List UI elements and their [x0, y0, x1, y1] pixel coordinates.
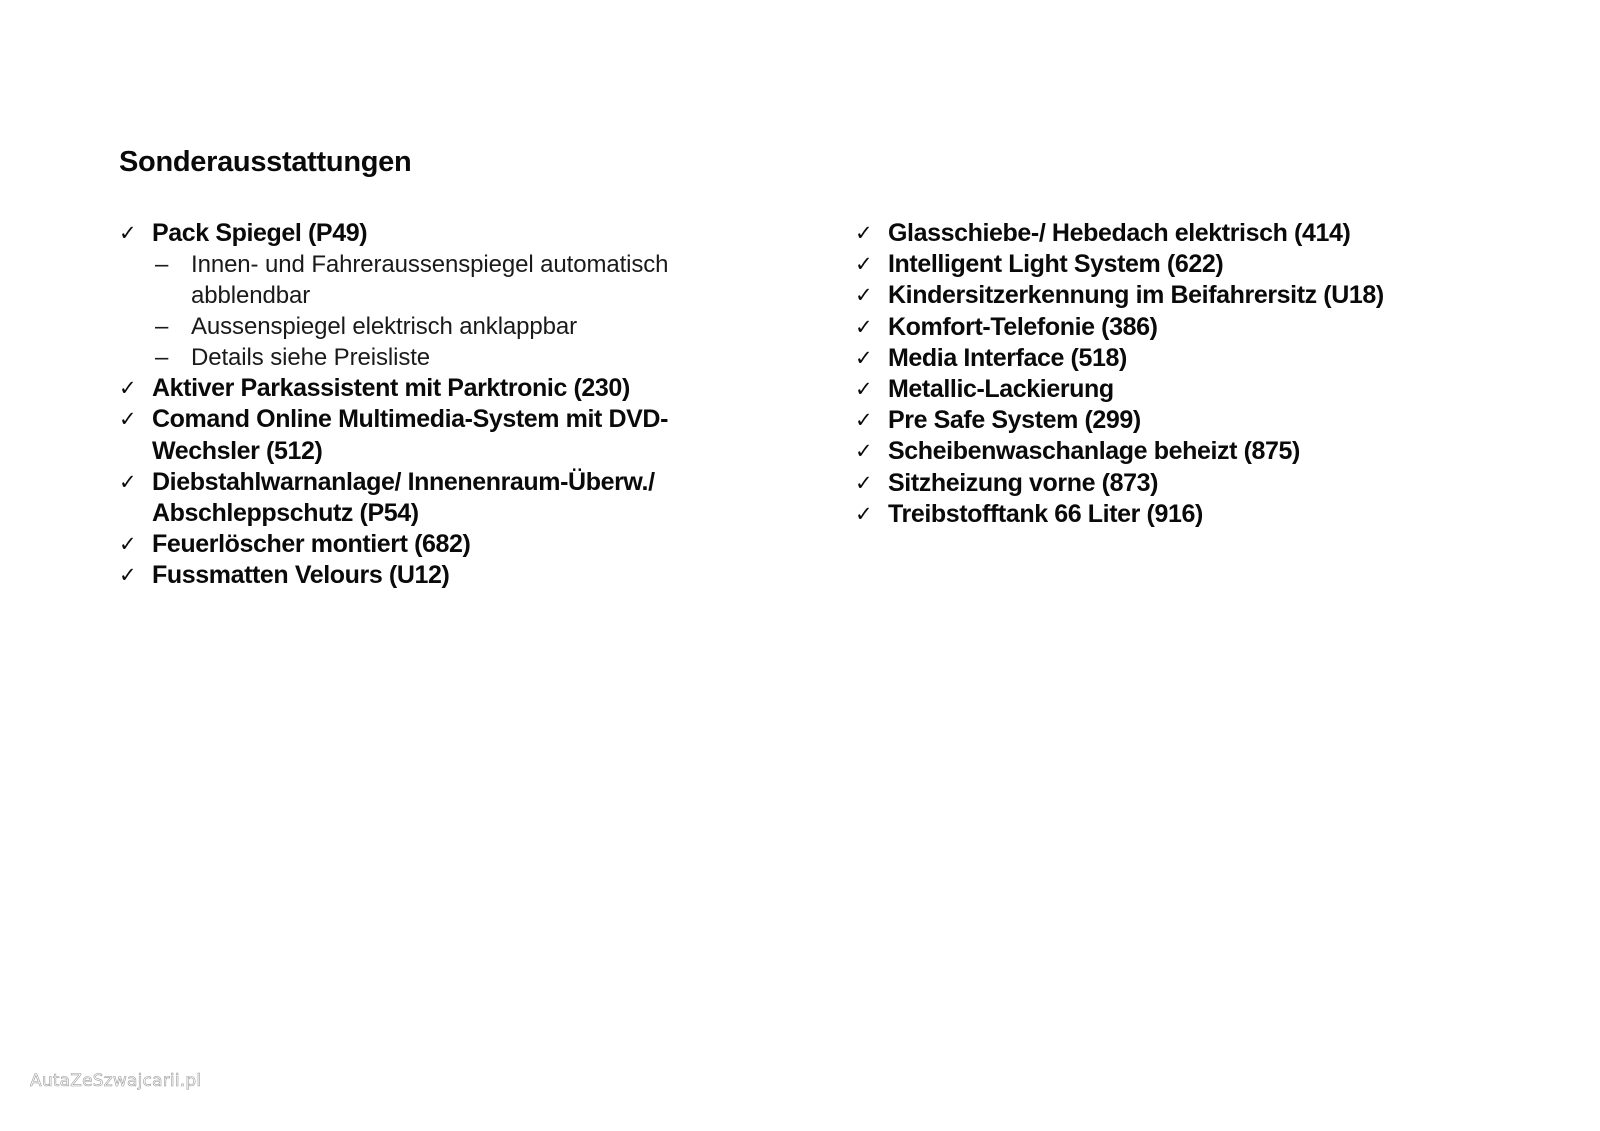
- option-label: Metallic-Lackierung: [888, 375, 1114, 404]
- option-subitem-label: Details siehe Preisliste: [191, 344, 431, 372]
- option-item: [855, 249, 1555, 280]
- options-list-left: [119, 218, 739, 592]
- option-label: Scheibenwaschanlage beheizt (875): [888, 437, 1300, 466]
- check-mark-icon: ✓: [119, 376, 137, 401]
- check-mark-icon: ✓: [119, 532, 137, 557]
- check-mark-icon: ✓: [119, 221, 137, 245]
- check-mark-icon: ✓: [855, 345, 873, 370]
- check-mark-icon: ✓: [119, 407, 137, 432]
- check-mark-icon: ✓: [855, 314, 873, 339]
- option-item: [855, 312, 1555, 343]
- options-list-right: [855, 218, 1555, 530]
- watermark: AutaZeSzwajcarii.pl: [30, 1071, 202, 1091]
- check-mark-icon: ✓: [119, 563, 137, 588]
- option-item: [855, 218, 1555, 249]
- check-mark-icon: ✓: [855, 439, 873, 464]
- option-subitem-label: Innen- und Fahreraussenspiegel automatisch abblendbar: [191, 251, 669, 310]
- option-item: [119, 404, 739, 466]
- option-item: [855, 280, 1555, 311]
- option-label: Feuerlöscher montiert (682): [152, 530, 471, 559]
- page-title: Sonderausstattungen: [119, 146, 412, 178]
- check-mark-icon: ✓: [855, 283, 873, 308]
- option-label: Sitzheizung vorne (873): [888, 468, 1159, 497]
- option-label: Fussmatten Velours (U12): [152, 561, 450, 590]
- option-subitem: [152, 311, 739, 342]
- option-label: Treibstofftank 66 Liter (916): [888, 499, 1203, 528]
- check-mark-icon: ✓: [855, 377, 873, 402]
- check-mark-icon: ✓: [855, 470, 873, 495]
- option-item: [855, 468, 1555, 499]
- dash-bullet-icon: –: [155, 344, 169, 372]
- option-item: [855, 374, 1555, 405]
- option-item: [119, 529, 739, 560]
- check-mark-icon: ✓: [855, 221, 873, 245]
- dash-bullet-icon: –: [155, 251, 169, 279]
- option-item: [855, 499, 1555, 530]
- option-item: [119, 467, 739, 529]
- option-item: [119, 218, 739, 373]
- option-label: Intelligent Light System (622): [888, 250, 1224, 279]
- option-label: Komfort-Telefonie (386): [888, 312, 1158, 341]
- option-item: [119, 373, 739, 404]
- option-label: Kindersitzerkennung im Beifahrersitz (U18): [888, 281, 1384, 310]
- check-mark-icon: ✓: [855, 408, 873, 433]
- option-subitem: [152, 249, 739, 311]
- option-subitem: [152, 342, 739, 373]
- check-mark-icon: ✓: [855, 501, 873, 526]
- option-label: Media Interface (518): [888, 343, 1127, 372]
- check-mark-icon: ✓: [855, 252, 873, 277]
- option-item: [855, 343, 1555, 374]
- option-label: Pack Spiegel (P49): [152, 219, 368, 247]
- option-label: Pre Safe System (299): [888, 406, 1141, 435]
- check-mark-icon: ✓: [119, 469, 137, 494]
- option-label: Glasschiebe-/ Hebedach elektrisch (414): [888, 219, 1351, 247]
- option-item: [119, 560, 739, 591]
- option-subitems: [152, 249, 739, 373]
- option-item: [855, 405, 1555, 436]
- option-label: Comand Online Multimedia-System mit DVD-Wechsler (512): [152, 405, 669, 465]
- dash-bullet-icon: –: [155, 313, 169, 341]
- option-subitem-label: Aussenspiegel elektrisch anklappbar: [191, 313, 578, 341]
- option-label: Diebstahlwarnanlage/ Innenenraum-Überw./ Abschleppschutz (P54): [152, 467, 655, 528]
- option-label: Aktiver Parkassistent mit Parktronic (230): [152, 374, 630, 403]
- option-item: [855, 436, 1555, 467]
